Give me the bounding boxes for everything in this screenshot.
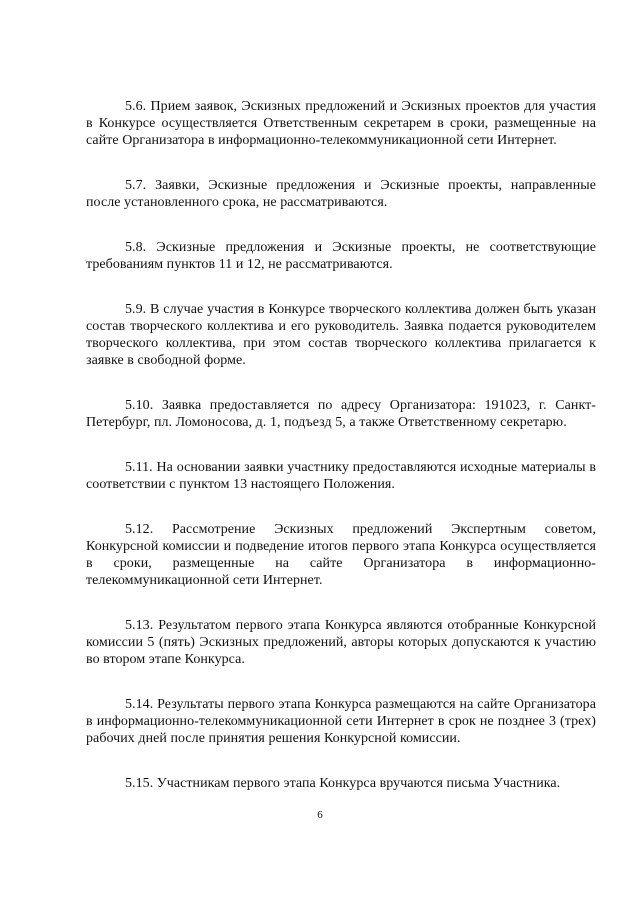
paragraph-5-7: 5.7. Заявки, Эскизные предложения и Эскизные проекты, направленные после установленного срока, не рассматриваются. bbox=[86, 178, 596, 210]
document-body bbox=[86, 98, 596, 792]
paragraph-5-12: 5.12. Рассмотрение Эскизных предложений Экспертным советом, Конкурсной комиссии и подведение итогов первого этапа Конкурса осуществляется в сроки, размещенные на сайте Организатора в информационно-телекоммуникационной сети Интернет. bbox=[86, 522, 596, 588]
paragraph-5-9: 5.9. В случае участия в Конкурсе творческого коллектива должен быть указан состав творческого коллектива и его руководитель. Заявка подается руководителем творческого коллектива, при этом состав творческого коллектива прилагается к заявке в свободной форме. bbox=[86, 302, 596, 368]
paragraph-5-10: 5.10. Заявка предоставляется по адресу Организатора: 191023, г. Санкт-Петербург, пл. Ломоносова, д. 1, подъезд 5, а также Ответственному секретарю. bbox=[86, 398, 596, 430]
page-number: 6 bbox=[317, 809, 323, 821]
paragraph-5-11: 5.11. На основании заявки участнику предоставляются исходные материалы в соответствии с пунктом 13 настоящего Положения. bbox=[86, 460, 596, 492]
paragraph-5-13: 5.13. Результатом первого этапа Конкурса являются отобранные Конкурсной комиссии 5 (пять) Эскизных предложений, авторы которых допускаются к участию во втором этапе Конкурса. bbox=[86, 618, 596, 667]
paragraph-5-8: 5.8. Эскизные предложения и Эскизные проекты, не соответствующие требованиям пунктов 11 и 12, не рассматриваются. bbox=[86, 240, 596, 272]
paragraph-5-6: 5.6. Прием заявок, Эскизных предложений и Эскизных проектов для участия в Конкурсе осуществляется Ответственным секретарем в сроки, размещенные на сайте Организатора в информационно-телекоммуникационной сети Интернет. bbox=[86, 99, 596, 148]
paragraph-5-15: 5.15. Участникам первого этапа Конкурса вручаются письма Участника. bbox=[125, 776, 561, 791]
paragraph-5-14: 5.14. Результаты первого этапа Конкурса размещаются на сайте Организатора в информационно-телекоммуникационной сети Интернет в срок не позднее 3 (трех) рабочих дней после принятия решения Конкурсной комиссии. bbox=[86, 697, 596, 746]
